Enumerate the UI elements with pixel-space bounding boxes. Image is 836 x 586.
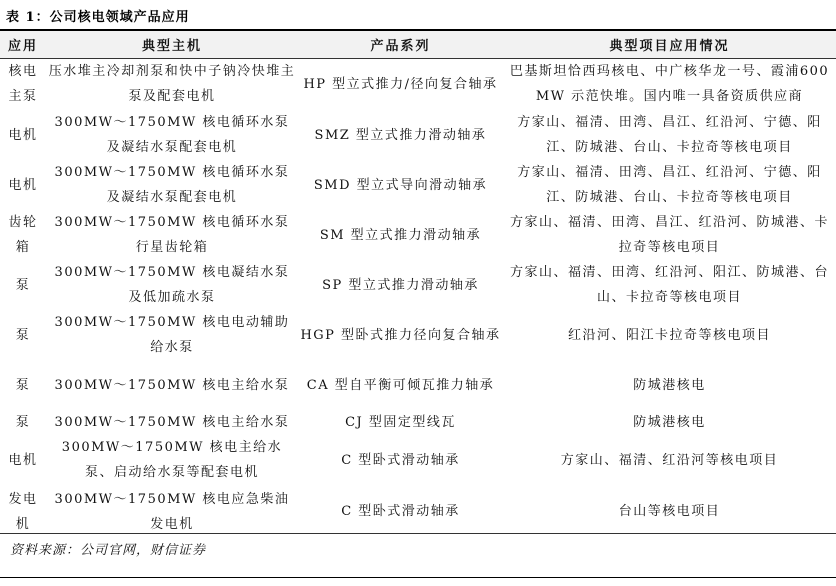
cell-project-cases: 防城港核电: [633, 415, 706, 430]
cell-application: 齿轮箱: [8, 215, 38, 255]
table-header-row: [0, 31, 836, 58]
source-note: 资料来源：公司官网，财信证券: [10, 543, 207, 558]
cell-product-series: C 型卧式滑动轴承: [341, 504, 460, 519]
table-caption: 表 1：公司核电领域产品应用: [6, 10, 190, 25]
cell-application: 泵: [15, 277, 31, 293]
table-row: [0, 110, 836, 160]
footer-rule: [0, 577, 836, 578]
cell-product-series: HGP 型卧式推力径向复合轴承: [300, 327, 501, 343]
cell-typical-host: 300MW～1750MW 核电循环水泵行星齿轮箱: [54, 215, 290, 255]
cell-application: 核电主泵: [8, 64, 38, 104]
cell-product-series: SMD 型立式导向滑动轴承: [313, 177, 488, 193]
cell-project-cases: 方家山、福清、田湾、昌江、红沿河、防城港、卡拉奇等核电项目: [509, 215, 829, 255]
cell-project-cases: 红沿河、阳江卡拉奇等核电项目: [567, 327, 771, 343]
cell-project-cases: 方家山、福清、田湾、红沿河、阳江、防城港、台山、卡拉奇等核电项目: [509, 265, 829, 305]
cell-application: 泵: [15, 415, 31, 430]
cell-product-series: CA 型自平衡可倾瓦推力轴承: [306, 377, 495, 393]
cell-project-cases: 防城港核电: [633, 377, 706, 393]
cell-typical-host: 300MW～1750MW 核电主给水泵: [54, 415, 290, 430]
cell-typical-host: 300MW～1750MW 核电主给水泵: [54, 377, 290, 393]
cell-project-cases: 方家山、福清、田湾、昌江、红沿河、宁德、阳江、防城港、台山、卡拉奇等核电项目: [517, 115, 822, 155]
cell-product-series: CJ 型固定型线瓦: [345, 415, 456, 430]
header-application: 应用: [0, 31, 46, 58]
header-typical-host: 典型主机: [46, 31, 298, 58]
cell-typical-host: 压水堆主冷却剂泵和快中子钠冷快堆主泵及配套电机: [48, 64, 296, 104]
cell-project-cases: 台山等核电项目: [618, 504, 721, 519]
header-product-series: 产品系列: [298, 31, 503, 58]
cell-typical-host: 300MW～1750MW 核电应急柴油发电机: [54, 491, 290, 532]
table-row: [0, 260, 836, 310]
cell-product-series: SM 型立式推力滑动轴承: [319, 227, 482, 243]
cell-application: 泵: [15, 377, 31, 393]
cell-product-series: SMZ 型立式推力滑动轴承: [314, 127, 487, 143]
cell-typical-host: 300MW～1750MW 核电循环水泵及凝结水泵配套电机: [54, 165, 290, 205]
cell-application: 泵: [15, 327, 31, 343]
cell-application: 电机: [8, 177, 38, 193]
cell-typical-host: 300MW～1750MW 核电凝结水泵及低加疏水泵: [54, 265, 290, 305]
cell-product-series: SP 型立式推力滑动轴承: [322, 277, 479, 293]
cell-application: 电机: [8, 452, 38, 468]
cell-product-series: HP 型立式推力/径向复合轴承: [303, 76, 498, 92]
bottom-rule: [0, 533, 836, 534]
header-rule: [0, 58, 836, 59]
table-row: [0, 410, 836, 435]
cell-project-cases: 方家山、福清、田湾、昌江、红沿河、宁德、阳江、防城港、台山、卡拉奇等核电项目: [517, 165, 822, 205]
table-row: [0, 360, 836, 410]
cell-typical-host: 300MW～1750MW 核电主给水泵、启动给水泵等配套电机: [61, 440, 283, 480]
table-row: [0, 58, 836, 110]
cell-application: 发电机: [8, 491, 38, 532]
cell-application: 电机: [8, 127, 38, 143]
table-row: [0, 160, 836, 210]
cell-project-cases: 方家山、福清、红沿河等核电项目: [560, 452, 779, 468]
cell-project-cases: 巴基斯坦恰西玛核电、中广核华龙一号、霞浦600MW 示范快堆。国内唯一具备资质供应商: [509, 64, 830, 104]
product-application-table: [0, 31, 836, 538]
table-row: [0, 485, 836, 538]
table-row: [0, 210, 836, 260]
table-row: [0, 310, 836, 360]
header-project-cases: 典型项目应用情况: [503, 31, 836, 58]
table-row: [0, 435, 836, 485]
cell-product-series: C 型卧式滑动轴承: [341, 452, 460, 468]
cell-typical-host: 300MW～1750MW 核电电动辅助给水泵: [54, 315, 290, 355]
cell-typical-host: 300MW～1750MW 核电循环水泵及凝结水泵配套电机: [54, 115, 290, 155]
